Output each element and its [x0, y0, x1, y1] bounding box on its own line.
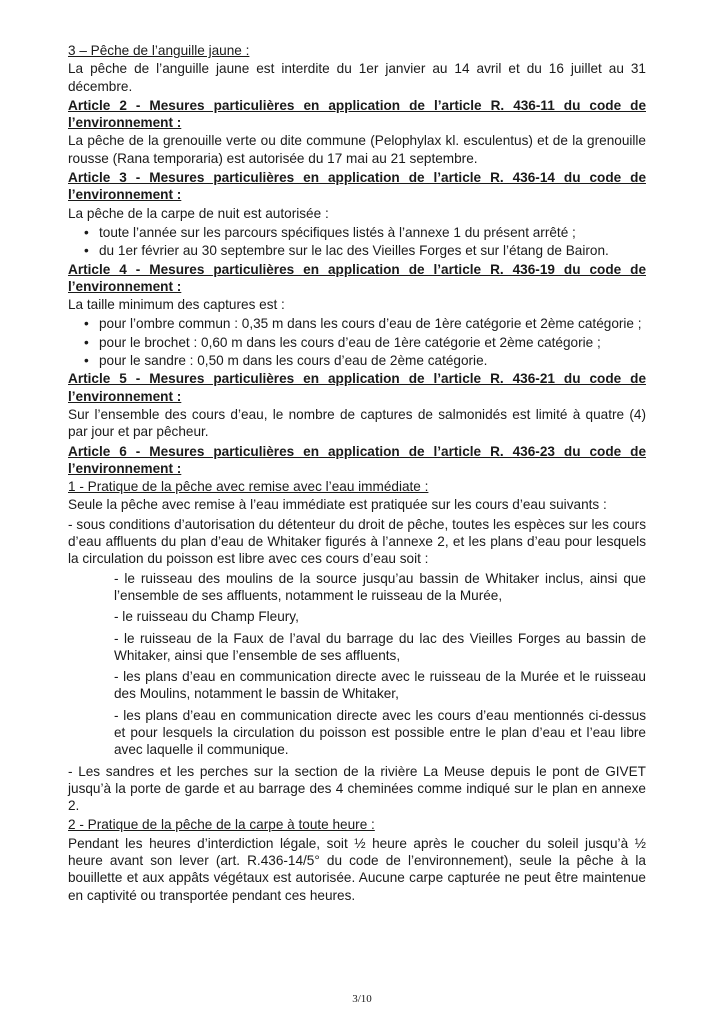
list-item: - les plans d’eau en communication directe avec le ruisseau de la Murée et le ruisseau des Moulins, notamment le bassin de Whitaker,	[114, 669, 646, 702]
article-2-text: La pêche de la grenouille verte ou dite commune (Pelophylax kl. esculentus) et de la grenouille rousse (Rana temporaria) est autorisée du 17 mai au 21 septembre.	[68, 133, 646, 166]
article-3-intro: La pêche de la carpe de nuit est autorisée :	[68, 205, 329, 221]
list-item: - le ruisseau des moulins de la source jusqu’au bassin de Whitaker inclus, ainsi que l’ensemble de ses affluents, notamment le ruisseau de la Murée,	[114, 570, 646, 603]
article-4-list	[68, 315, 646, 369]
article-6-paragraph-1: Seule la pêche avec remise à l’eau immédiate est pratiquée sur les cours d’eau suivants :	[68, 497, 607, 513]
article-6-paragraph-3: - Les sandres et les perches sur la section de la rivière La Meuse depuis le pont de GIVET jusqu’à la porte de garde et au barrage des 4 cheminées comme indiqué sur le plan en annexe 2.	[68, 763, 646, 814]
list-item: - le ruisseau de la Faux de l’aval du barrage du lac des Vieilles Forges au bassin de Whitaker, ainsi que l’ensemble de ses affluents,	[114, 630, 646, 663]
article-5-heading: Article 5 - Mesures particulières en application de l’article R. 436-21 du code de l’environnement :	[68, 371, 646, 404]
list-item: • toute l’année sur les parcours spécifiques listés à l’annexe 1 du présent arrêté ;	[84, 224, 576, 240]
article-6-waterways-list	[68, 570, 646, 759]
list-item: • pour le brochet : 0,60 m dans les cours d’eau de 1ère catégorie et 2ème catégorie ;	[84, 334, 601, 350]
article-3-heading: Article 3 - Mesures particulières en application de l’article R. 436-14 du code de l’environnement :	[68, 170, 646, 203]
list-item: - le ruisseau du Champ Fleury,	[114, 609, 299, 625]
article-2-heading: Article 2 - Mesures particulières en application de l’article R. 436-11 du code de l’environnement :	[68, 97, 646, 131]
page-number: 3/10	[352, 993, 372, 1005]
article-3-list	[68, 224, 646, 260]
section-heading-anguille: 3 – Pêche de l’anguille jaune :	[68, 43, 250, 58]
article-6-paragraph-4: Pendant les heures d’interdiction légale, soit ½ heure après le coucher du soleil jusqu’à ½ heure avant son lever (art. R.436-14/5° du code de l’environnement), seule la pêche à la bouillette et aux appâts végétaux est autorisée. Aucune carpe capturée ne peut être maintenue en captivité ou transportée pendant ces heures.	[68, 835, 646, 903]
list-item: • pour l’ombre commun : 0,35 m dans les cours d’eau de 1ère catégorie et 2ème catégorie ;	[84, 316, 642, 332]
list-item: - les plans d’eau en communication directe avec les cours d’eau mentionnés ci-dessus et pour lesquels la circulation du poisson est possible entre le plan d’eau et l’eau libre avec laquelle il communique.	[114, 707, 646, 758]
article-5-text: Sur l’ensemble des cours d’eau, le nombre de captures de salmonidés est limité à quatre (4) par jour et par pêcheur.	[68, 406, 646, 440]
article-6-subheading-1: 1 - Pratique de la pêche avec remise avec l’eau immédiate :	[68, 479, 429, 495]
list-item: • pour le sandre : 0,50 m dans les cours d’eau de 2ème catégorie.	[84, 353, 488, 369]
article-6-paragraph-2: - sous conditions d’autorisation du détenteur du droit de pêche, toutes les espèces sur les cours d’eau affluents du plan d’eau de Whitaker figurés à l’annexe 2, et les plans d’eau pour lesquels la circulation du poisson est libre avec ces cours d’eau soit :	[68, 516, 646, 567]
article-6-heading: Article 6 - Mesures particulières en application de l’article R. 436-23 du code de l’environnement :	[68, 443, 646, 476]
article-4-heading: Article 4 - Mesures particulières en application de l’article R. 436-19 du code de l’environnement :	[68, 261, 646, 294]
article-4-intro: La taille minimum des captures est :	[68, 297, 285, 313]
list-item: • du 1er février au 30 septembre sur le lac des Vieilles Forges et sur l’étang de Bairon.	[84, 243, 609, 259]
article-6-subheading-2: 2 - Pratique de la pêche de la carpe à toute heure :	[68, 817, 375, 833]
document-page	[68, 42, 646, 906]
section-text-anguille: La pêche de l’anguille jaune est interdite du 1er janvier au 14 avril et du 16 juillet au 31 décembre.	[68, 61, 646, 94]
